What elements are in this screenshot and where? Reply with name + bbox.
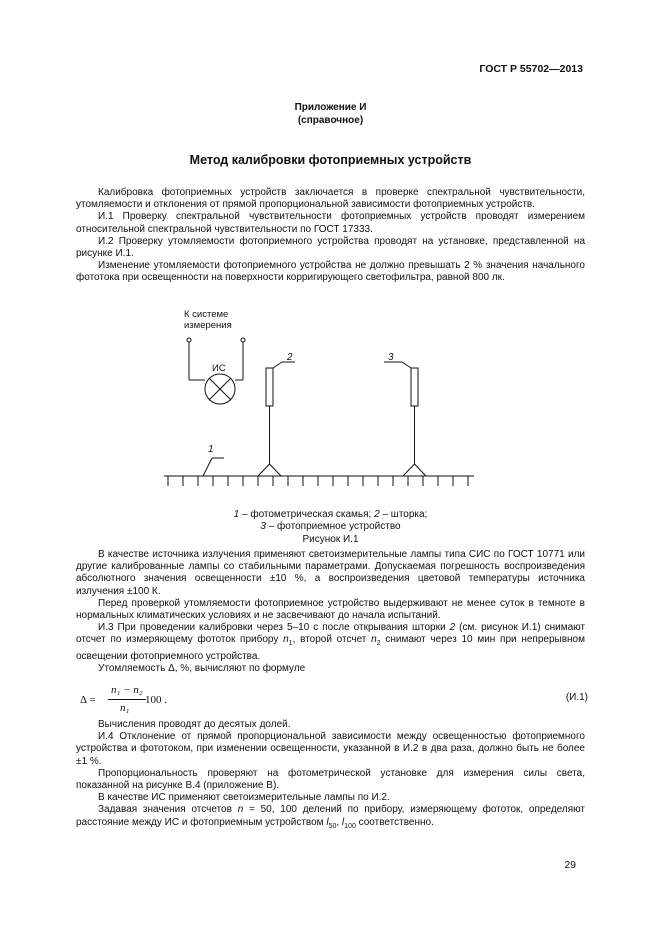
page-number: 29 <box>564 859 576 871</box>
leader-1 <box>203 458 212 476</box>
paragraph: Пропорциональность проверяют на фотометрической установке для измерения силы света, показанной на рисунке В.4 (приложение В). <box>76 767 585 792</box>
to-system-label-2: измерения <box>184 320 232 331</box>
stand-foot <box>415 464 427 476</box>
formula-denominator: n₁ <box>120 702 130 714</box>
paragraph: Калибровка фотоприемных устройств заключается в проверке спектральной чувствительности, утомляемости и отклонения от прямой пропорциональной зависимости фотоприемных устройств. <box>76 187 585 211</box>
standard-header: ГОСТ Р 55702—2013 <box>479 63 583 75</box>
paragraph: В качестве ИС применяют светоизмерительные лампы по И.2. <box>98 792 390 804</box>
paragraph: И.3 При проведении калибровки через 5–10 с после открывания шторки 2 (см. рисунок И.1) снимают отсчет по измеряющему фототок прибору $n_1$, второй отсчет $n_2$ снимают через 10 мин при непрерывном освещении фотоприемного устройства. <box>76 622 585 662</box>
source-label: ИС <box>212 363 226 374</box>
formula-number: (И.1) <box>565 692 588 703</box>
paragraph: Изменение утомляемости фотоприемного устройства не должно превышать 2 % значения начального фототока при освещенности на поверхности корригирующего светофильтра, равной 800 лк. <box>76 260 585 284</box>
appendix-note: (справочное) <box>297 115 364 126</box>
formula-lhs: Δ = <box>80 694 96 706</box>
stand-foot <box>270 464 282 476</box>
formula-factor: 100 . <box>145 694 167 706</box>
paragraph: И.4 Отклонение от прямой пропорциональной зависимости между освещенностью фотоприемного устройства и фототоком, при изменении освещенности, указанной в И.2 в два раза, должно быть не более ±1 %. <box>76 731 585 767</box>
stand-foot <box>258 464 270 476</box>
paragraph: В качестве источника излучения применяют светоизмерительные лампы типа СИС по ГОСТ 10771 или другие калиброванные лампы со стабильными параметрами. Допускаемая погрешность воспроизведения абсолютного значения освещенности ±10 %, а воспроизведения цветовой температуры источника излучения ±100 К. <box>76 549 585 597</box>
terminal <box>187 338 191 342</box>
body-text <box>76 549 585 675</box>
leader-2 <box>273 362 282 368</box>
shutter <box>266 368 273 406</box>
paragraph: Утомляемость Δ, %, вычисляют по формуле <box>98 662 306 674</box>
paragraph: И.1 Проверку спектральной чувствительности фотоприемных устройств проводят измерением относительной спектральной чувствительности по ГОСТ 17333. <box>76 211 585 235</box>
appendix-title: Приложение И <box>294 102 367 113</box>
paragraph: Перед проверкой утомляемости фотоприемное устройство выдерживают не менее суток в темноте в нормальных климатических условиях и не засвечивают до начала испытаний. <box>76 597 585 622</box>
tail-text <box>76 719 585 833</box>
fraction-bar <box>108 699 146 700</box>
label-2: 2 <box>287 352 293 363</box>
paragraph: Задавая значения отсчетов n = 50, 100 делений по прибору, измеряющему фототок, определяют расстояние между ИС и фотоприемным устройством $l_{50}$, $l_{100}$ соответственно. <box>76 804 585 830</box>
leader-3 <box>402 362 411 368</box>
formula <box>78 683 588 719</box>
formula-numerator: n₁ − n₂ <box>111 684 143 696</box>
section-title: Метод калибровки фотоприемных устройств <box>189 153 472 167</box>
figure-diagram <box>150 300 490 500</box>
terminal <box>241 338 245 342</box>
stand-foot <box>403 464 415 476</box>
bench-ticks <box>168 476 468 486</box>
figure-legend-line2: 3 – фотоприемное устройство <box>260 521 401 532</box>
label-1: 1 <box>208 444 214 455</box>
figure-caption: Рисунок И.1 <box>302 534 359 545</box>
intro-text <box>76 187 585 285</box>
paragraph: И.2 Проверку утомляемости фотоприемного устройства проводят на установке, представленной на рисунке И.1. <box>76 235 585 260</box>
photoreceiver <box>411 368 418 406</box>
label-3: 3 <box>388 352 394 363</box>
to-system-label-1: К системе <box>184 309 229 320</box>
paragraph: Вычисления проводят до десятых долей. <box>98 719 291 730</box>
figure-legend-line1: 1 – фотометрическая скамья; 2 – шторка; <box>233 509 428 520</box>
